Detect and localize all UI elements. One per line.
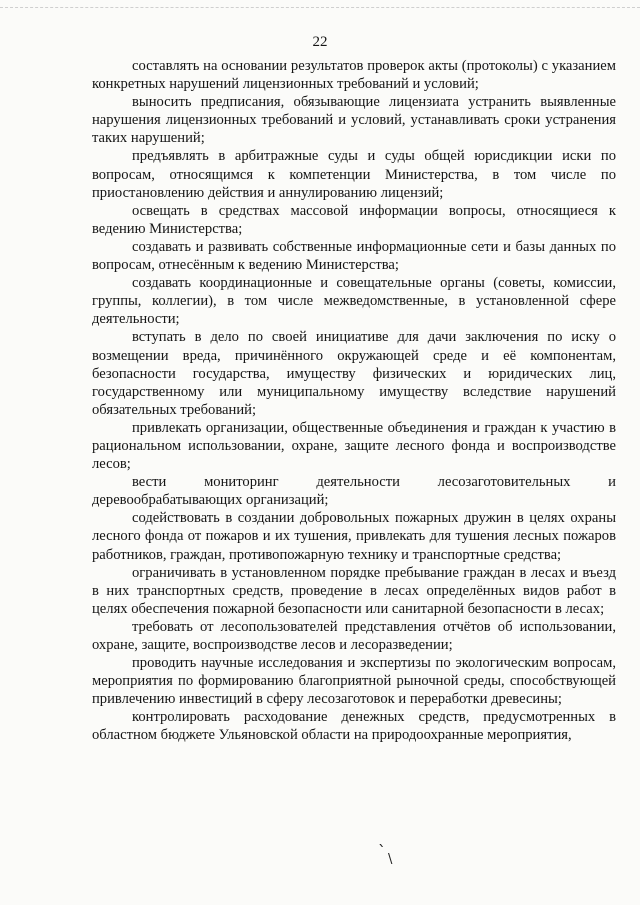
paragraph: привлекать организации, общественные объединения и граждан к участию в рациональном использовании, охране, защите лесного фонда и воспроизводстве лесов;: [92, 419, 616, 473]
paragraph: требовать от лесопользователей представления отчётов об использовании, охране, защите, воспроизводстве лесов и лесоразведении;: [92, 618, 616, 653]
paragraph: создавать координационные и совещательные органы (советы, комиссии, группы, коллегии), в том числе межведомственные, в установленной сфере деятельности;: [92, 275, 616, 328]
paragraph: проводить научные исследования и экспертизы по экологическим вопросам, мероприятия по формированию благоприятной рыночной среды, способствующей привлечению инвестиций в сферу лесозаготовок и переработки древесины;: [92, 655, 616, 708]
paragraph: выносить предписания, обязывающие лицензиата устранить выявленные нарушения лицензионных требований и условий, устанавливать сроки устранения таких нарушений;: [92, 94, 616, 147]
paragraph: составлять на основании результатов проверок акты (протоколы) с указанием конкретных нарушений лицензионных требований и условий;: [92, 58, 616, 93]
scan-top-edge: [0, 0, 640, 8]
paragraph: освещать в средствах массовой информации вопросы, относящиеся к ведению Министерства;: [92, 202, 616, 237]
paragraph: вступать в дело по своей инициативе для дачи заключения по иску о возмещении вреда, причинённого окружающей среде и её компонентам, безопасности государства, имуществу физических и юридических лиц, государственному или муниципальному имуществу вследствие нарушений обязательных требований;: [92, 329, 616, 418]
paragraph: предъявлять в арбитражные суды и суды общей юрисдикции иски по вопросам, относящимся к компетенции Министерства, в том числе по приостановлению действия и аннулированию лицензий;: [92, 148, 616, 201]
paragraph: ограничивать в установленном порядке пребывание граждан в лесах и въезд в них транспортных средств, проведение в лесах определённых видов работ в целях обеспечения пожарной безопасности или санитарной безопасности в лесах;: [92, 564, 616, 617]
paragraph: вести мониторинг деятельности лесозаготовительных и деревообрабатывающих организаций;: [92, 474, 616, 509]
page-number: 22: [312, 34, 328, 50]
document-body: [92, 57, 616, 745]
scan-artifact-mark: \: [388, 852, 393, 867]
paragraph: контролировать расходование денежных средств, предусмотренных в областном бюджете Ульяновской области на природоохранные мероприятия,: [92, 709, 616, 744]
scan-artifact-mark: `: [378, 842, 386, 861]
paragraph: содействовать в создании добровольных пожарных дружин в целях охраны лесного фонда от пожаров и их тушения, привлекать для тушения лесных пожаров работников, граждан, противопожарную технику и транспортные средства;: [92, 510, 616, 563]
paragraph: создавать и развивать собственные информационные сети и базы данных по вопросам, отнесённым к ведению Министерства;: [92, 238, 616, 274]
